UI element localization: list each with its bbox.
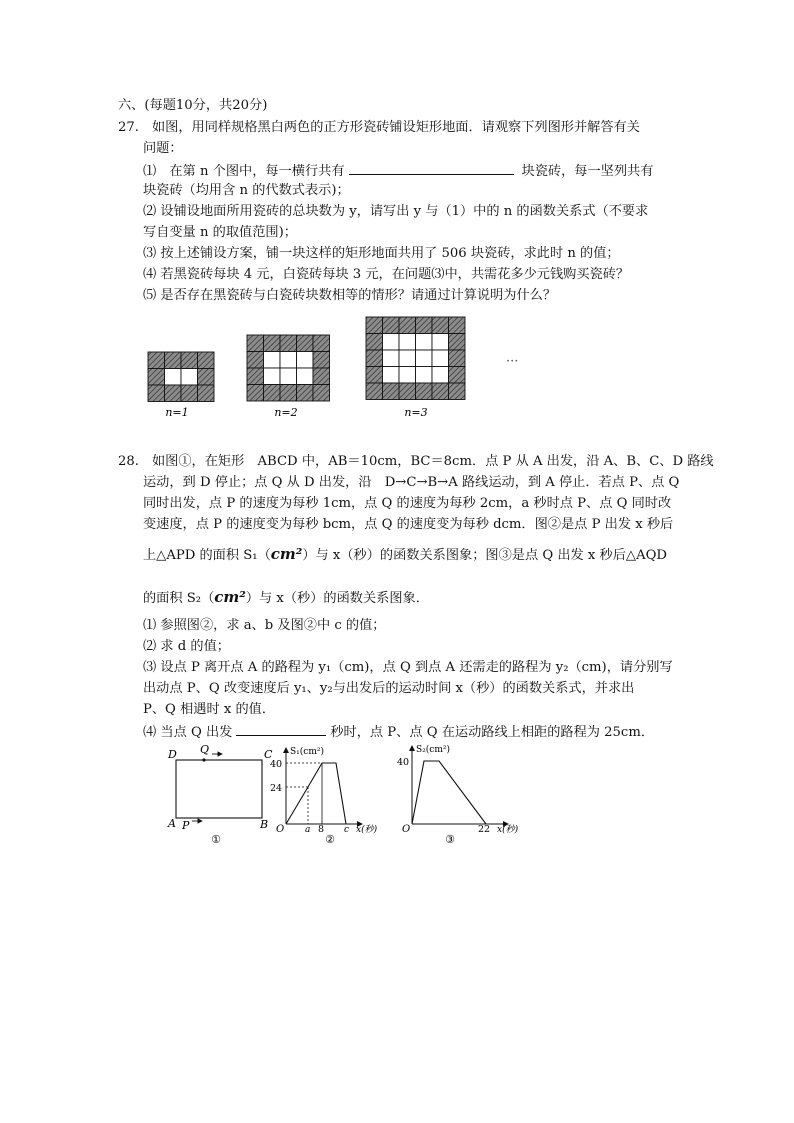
q28-sub2: ⑵ 求 d 的值； (143, 639, 230, 654)
black-tile (198, 385, 215, 402)
fig3-tick-40: 40 (397, 757, 410, 768)
black-tile (313, 368, 330, 385)
white-tile (432, 334, 449, 351)
figure-1-rectangle (167, 743, 273, 846)
black-tile (181, 385, 198, 402)
black-tile (366, 350, 383, 367)
black-tile (416, 383, 433, 400)
q28-line5-unit: cm² (270, 545, 303, 563)
q28-figures (160, 740, 530, 850)
black-tile (383, 383, 400, 400)
q27-stem-line1: 如图，用同样规格黑白两色的正方形瓷砖铺设矩形地面．请观察下列图形并解答有关 (152, 120, 640, 135)
black-tile (247, 335, 264, 352)
q27-part1-text-a: ⑴ 在第 n 个图中，每一横行共有 (143, 164, 345, 179)
fig1-label-D: D (168, 748, 177, 761)
fig3-caption: ③ (445, 833, 455, 846)
q27-part4: ⑷ 若黑瓷砖每块 4 元，白瓷砖每块 3 元，在问题⑶中，共需花多少元钱购买瓷砖？ (143, 267, 630, 282)
white-tile (383, 367, 400, 384)
black-tile (449, 350, 466, 367)
q28-line5-b: ）与 x（秒）的函数关系图象；图③是点 Q 出发 x 秒后△AQD (302, 548, 667, 563)
q27-stem-line2: 问题： (143, 141, 183, 156)
black-tile (432, 383, 449, 400)
white-tile (264, 352, 281, 369)
q28-sub1: ⑴ 参照图②，求 a、b 及图②中 c 的值； (143, 618, 386, 633)
fig2-tick-24: 24 (270, 783, 283, 794)
fig1-label-Q: Q (200, 743, 210, 756)
black-tile (148, 352, 165, 369)
tile-figure-n2 (247, 335, 330, 401)
fig3-ylabel: S₂(cm²) (416, 745, 450, 755)
q28-line5-a: 上△APD 的面积 S₁（ (143, 548, 271, 563)
black-tile (247, 368, 264, 385)
white-tile (416, 334, 433, 351)
q28-sub4-a: ⑷ 当点 Q 出发 (143, 725, 233, 740)
q27-part1-line1 (143, 161, 653, 181)
black-tile (313, 335, 330, 352)
white-tile (181, 369, 198, 386)
section-header: 六、(每题10分，共20分) (118, 98, 268, 113)
q28-sub3-line2: 出动点 P、Q 改变速度后 y₁、y₂与出发后的运动时间 x（秒）的函数关系式，并求出 (143, 681, 635, 696)
black-tile (165, 352, 182, 369)
q27-part2-line1: ⑵ 设铺设地面所用瓷砖的总块数为 y，请写出 y 与（1）中的 n 的函数关系式（不要求 (143, 204, 649, 219)
fig1-label-A: A (168, 817, 176, 830)
fig2-origin: O (276, 824, 285, 835)
black-tile (165, 385, 182, 402)
black-tile (399, 317, 416, 334)
white-tile (297, 368, 314, 385)
black-tile (399, 383, 416, 400)
q27-part1-answer-blank[interactable] (349, 161, 514, 175)
tile-label-n3: n=3 (404, 406, 428, 419)
q28-line5 (143, 545, 667, 565)
fig3-tick-22: 22 (478, 824, 491, 835)
black-tile (247, 352, 264, 369)
fig2-tick-8: 8 (318, 824, 325, 835)
black-tile (366, 334, 383, 351)
q28-sub3-line3: P、Q 相遇时 x 的值． (143, 702, 276, 717)
white-tile (399, 350, 416, 367)
black-tile (198, 369, 215, 386)
q28-line3: 同时出发，点 P 的速度为每秒 1cm，点 Q 的速度为每秒 2cm，a 秒时点 P、点 Q 同时改 (143, 496, 672, 511)
black-tile (416, 317, 433, 334)
q27-part2-line2: 写自变量 n 的取值范围)； (143, 225, 297, 240)
white-tile (264, 368, 281, 385)
white-tile (416, 367, 433, 384)
black-tile (181, 352, 198, 369)
q28-line6-b: ）与 x（秒）的函数关系图象． (245, 591, 429, 606)
fig3-origin: O (402, 824, 411, 835)
tile-label-n2: n=2 (274, 406, 298, 419)
white-tile (432, 350, 449, 367)
black-tile (432, 317, 449, 334)
black-tile (148, 385, 165, 402)
white-tile (416, 350, 433, 367)
q27-part5: ⑸ 是否存在黑瓷砖与白瓷砖块数相等的情形？请通过计算说明为什么？ (143, 288, 557, 303)
fig3-xlabel: x(秒) (497, 825, 519, 835)
black-tile (313, 385, 330, 402)
black-tile (280, 335, 297, 352)
figure-3-graph (397, 744, 519, 846)
white-tile (383, 350, 400, 367)
black-tile (449, 317, 466, 334)
fig2-xlabel: x(秒) (356, 825, 378, 835)
black-tile (297, 335, 314, 352)
white-tile (383, 334, 400, 351)
q28-line6-unit: cm² (214, 588, 246, 606)
fig1-caption: ① (211, 833, 221, 846)
fig2-ylabel: S₁(cm²) (290, 747, 324, 757)
q28-sub4 (143, 722, 654, 742)
q27-part1-line2: 块瓷砖（均用含 n 的代数式表示)； (143, 183, 350, 198)
q28-line4: 变速度，点 P 的速度变为每秒 bcm，点 Q 的速度变为每秒 dcm．图②是点 P 出发 x 秒后 (143, 517, 674, 532)
tile-ellipsis: ··· (506, 354, 519, 369)
fig2-tick-a: a (305, 825, 311, 835)
q27-number: 27. (118, 120, 139, 135)
q28-sub3-line1: ⑶ 设点 P 离开点 A 的路程为 y₁（cm)，点 Q 到点 A 还需走的路程为 y₂（cm)，请分别写 (143, 660, 673, 675)
black-tile (383, 317, 400, 334)
tile-label-n1: n=1 (165, 406, 189, 419)
q28-line2: 运动，到 D 停止；点 Q 从 D 出发，沿 D→C→B→A 路线运动，到 A 停止．若点 P、点 Q (143, 475, 680, 490)
q27-tile-figures (140, 312, 540, 422)
black-tile (366, 367, 383, 384)
white-tile (432, 367, 449, 384)
black-tile (264, 385, 281, 402)
black-tile (313, 352, 330, 369)
white-tile (297, 352, 314, 369)
q28-line6 (143, 588, 429, 608)
q28-line1: 如图①，在矩形 ABCD 中，AB＝10cm，BC＝8cm．点 P 从 A 出发，沿 A、B、C、D 路线 (152, 454, 714, 469)
q27-part3: ⑶ 按上述铺设方案，铺一块这样的矩形地面共用了 506 块瓷砖，求此时 n 的值； (143, 246, 620, 261)
q27-part1-text-b: 块瓷砖，每一坚列共有 (521, 164, 654, 179)
white-tile (280, 368, 297, 385)
white-tile (280, 352, 297, 369)
tile-figure-n3 (366, 317, 465, 400)
black-tile (366, 383, 383, 400)
fig2-caption: ② (325, 833, 335, 846)
q28-sub4-b: 秒时，点 P、点 Q 在运动路线上相距的路程为 25cm． (330, 725, 655, 740)
black-tile (198, 352, 215, 369)
black-tile (449, 367, 466, 384)
black-tile (264, 335, 281, 352)
tile-figure-n1 (148, 352, 214, 402)
black-tile (449, 383, 466, 400)
figure-2-graph (270, 746, 378, 846)
fig1-label-C: C (264, 748, 273, 761)
q28-sub4-answer-blank[interactable] (236, 722, 326, 736)
black-tile (449, 334, 466, 351)
white-tile (399, 367, 416, 384)
black-tile (247, 385, 264, 402)
white-tile (399, 334, 416, 351)
black-tile (148, 369, 165, 386)
fig1-label-B: B (260, 818, 269, 831)
white-tile (165, 369, 182, 386)
q28-number: 28. (118, 454, 139, 469)
black-tile (297, 385, 314, 402)
fig2-tick-c: c (344, 825, 350, 835)
fig2-tick-40: 40 (270, 759, 283, 770)
black-tile (280, 385, 297, 402)
black-tile (366, 317, 383, 334)
fig1-label-P: P (182, 819, 190, 832)
q28-line6-a: 的面积 S₂（ (143, 591, 215, 606)
